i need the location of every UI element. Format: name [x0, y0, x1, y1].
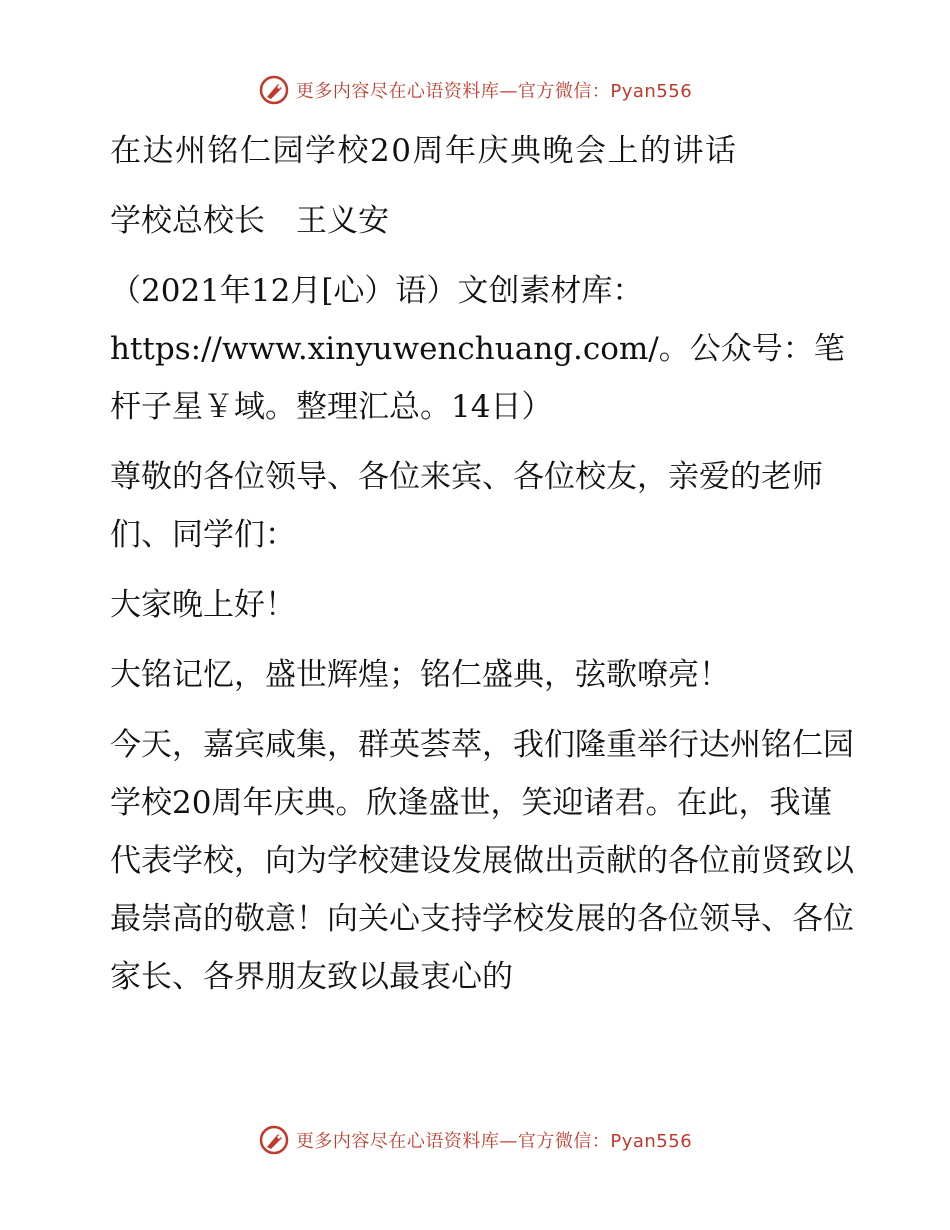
- date-note: （2021年12月[心）语）文创素材库：https://www.xinyuwenchuang.com/。公众号：笔杆子星￥域。整理汇总。14日）: [110, 273, 845, 425]
- watermark-text: 更多内容尽在心语资料库—官方微信：Pyan556: [295, 81, 693, 102]
- document-body: [96, 122, 856, 1018]
- pen-nib-logo-icon: [258, 1124, 290, 1156]
- watermark-text: 更多内容尽在心语资料库—官方微信：Pyan556: [295, 1131, 693, 1152]
- couplet: 大铭记忆，盛世辉煌；铭仁盛典，弦歌嘹亮！: [110, 657, 730, 693]
- greeting: 大家晚上好！: [110, 587, 296, 623]
- salutation: 尊敬的各位领导、各位来宾、各位校友，亲爱的老师们、同学们：: [110, 459, 823, 553]
- footer-watermark: [0, 1124, 950, 1156]
- paragraph-1: 今天，嘉宾咸集，群英荟萃，我们隆重举行达州铭仁园学校20周年庆典。欣逢盛世，笑迎诸君。在此，我谨代表学校，向为学校建设发展做出贡献的各位前贤致以最崇高的敬意！向关心支持学校发展的各位领导、各位家长、各界朋友致以最衷心的: [110, 727, 854, 995]
- header-watermark: [0, 74, 950, 106]
- document-title: 在达州铭仁园学校20周年庆典晚会上的讲话: [110, 133, 738, 169]
- document-author: 学校总校长 王义安: [110, 203, 389, 239]
- pen-nib-logo-icon: [258, 74, 290, 106]
